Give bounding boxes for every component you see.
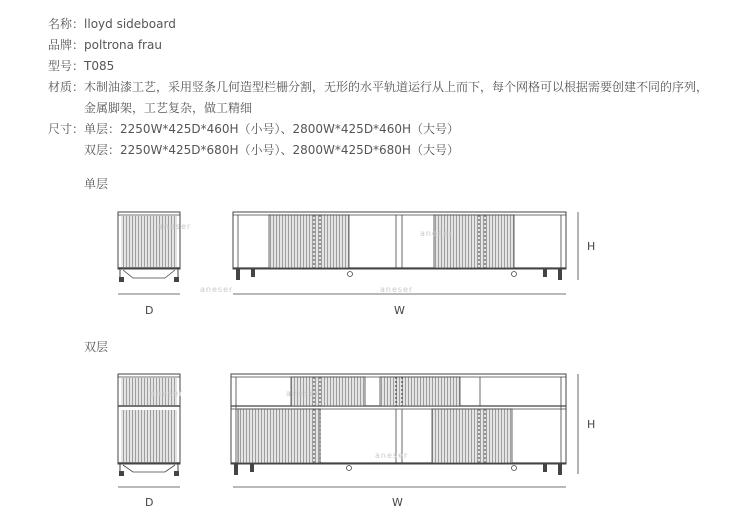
spec-separator: ： bbox=[72, 38, 85, 52]
spec-name-label: 名称 bbox=[48, 17, 73, 31]
section-double-label: 双层 bbox=[84, 340, 109, 354]
spec-material-value: 木制油漆工艺，采用竖条几何造型栏栅分割，无形的水平轨道运行从上而下，每个网格可以根据需要创建不同的序列， bbox=[84, 80, 709, 94]
spec-brand-value: poltrona frau bbox=[84, 38, 162, 52]
spec-separator: ： bbox=[72, 59, 85, 73]
spec-separator: ： bbox=[72, 122, 85, 136]
double-depth-label: D bbox=[145, 496, 154, 509]
spec-size-value: 单层：2250W*425D*460H（小号）、2800W*425D*460H（大号） bbox=[84, 122, 459, 136]
single-height-label: H bbox=[587, 240, 596, 253]
watermark: aneser bbox=[286, 389, 320, 398]
watermark: aneser bbox=[158, 222, 192, 231]
double-front-view bbox=[231, 374, 578, 487]
single-depth-label: D bbox=[145, 304, 154, 317]
watermark: aneser bbox=[375, 451, 409, 460]
single-front-view bbox=[233, 212, 578, 294]
spec-model-value: T085 bbox=[84, 59, 115, 73]
single-width-label: W bbox=[394, 304, 405, 317]
spec-model-label: 型号 bbox=[48, 59, 73, 73]
spec-separator: ： bbox=[72, 80, 85, 94]
double-height-label: H bbox=[587, 418, 596, 431]
spec-separator: ： bbox=[72, 17, 85, 31]
spec-material-value-2: 金属脚架，工艺复杂，做工精细 bbox=[84, 101, 253, 115]
spec-size-value-2: 双层：2250W*425D*680H（小号）、2800W*425D*680H（大号） bbox=[84, 143, 459, 157]
section-single-label: 单层 bbox=[84, 177, 109, 191]
watermark: aneser bbox=[150, 389, 184, 398]
spec-size-label: 尺寸 bbox=[48, 122, 73, 136]
double-width-label: W bbox=[392, 496, 403, 509]
watermark: aneser bbox=[420, 229, 454, 238]
spec-brand-label: 品牌 bbox=[48, 38, 73, 52]
watermark: aneser bbox=[380, 285, 414, 294]
watermark: aneser bbox=[200, 285, 234, 294]
spec-material-label: 材质 bbox=[48, 80, 73, 94]
spec-name-value: lloyd sideboard bbox=[84, 17, 176, 31]
